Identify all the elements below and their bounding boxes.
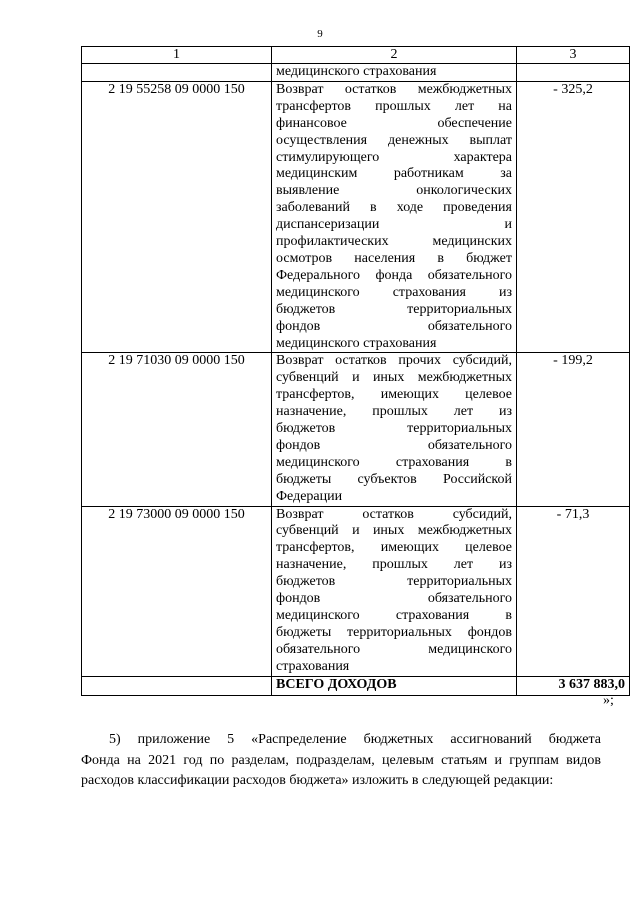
paragraph bbox=[81, 730, 601, 792]
paragraph-line: 5) приложение 5 «Распределение бюджетных ассигнований бюджета bbox=[109, 732, 601, 747]
code-cell: 2 19 55258 09 0000 150 bbox=[82, 81, 272, 353]
description-line: субвенций и иных межбюджетных bbox=[276, 370, 512, 386]
table-row bbox=[82, 506, 630, 676]
description-line: профилактических медицинских bbox=[276, 234, 512, 250]
description-line: медицинского страхования bbox=[276, 64, 437, 79]
description-line: бюджеты территориальных фондов bbox=[276, 624, 512, 640]
description-line: выявление онкологических bbox=[276, 183, 512, 199]
value-cell: - 199,2 bbox=[517, 353, 630, 506]
description-line: бюджетов территориальных bbox=[276, 301, 512, 317]
description-line: трансфертов, имеющих целевое bbox=[276, 540, 512, 556]
column-header: 2 bbox=[272, 47, 517, 64]
column-header: 1 bbox=[82, 47, 272, 64]
description-line: стимулирующего характера bbox=[276, 149, 512, 165]
description-line: медицинского страхования в bbox=[276, 608, 512, 623]
description-line: Возврат остатков межбюджетных bbox=[276, 81, 512, 97]
table-row-continuation bbox=[82, 64, 630, 82]
revenue-table bbox=[81, 46, 630, 696]
description-line: фондов обязательного bbox=[276, 437, 512, 453]
description-cell bbox=[272, 64, 517, 82]
description-line: бюджеты субъектов Российской bbox=[276, 471, 512, 487]
total-label: ВСЕГО ДОХОДОВ bbox=[272, 676, 517, 695]
value-cell: - 71,3 bbox=[517, 506, 630, 676]
description-line: назначение, прошлых лет из bbox=[276, 557, 512, 573]
description-line: страхования bbox=[276, 658, 350, 674]
description-line: Федерации bbox=[276, 488, 343, 504]
description-line: медицинского страхования из bbox=[276, 284, 512, 300]
description-line: медицинским работникам за bbox=[276, 166, 512, 182]
total-value: 3 637 883,0 bbox=[517, 676, 630, 695]
value-cell: - 325,2 bbox=[517, 81, 630, 353]
description-line: фондов обязательного bbox=[276, 591, 512, 607]
column-header: 3 bbox=[517, 47, 630, 64]
closing-mark: »; bbox=[603, 693, 614, 708]
code-cell: 2 19 71030 09 0000 150 bbox=[82, 353, 272, 506]
description-line: субвенций и иных межбюджетных bbox=[276, 523, 512, 539]
table-header-row bbox=[82, 47, 630, 64]
description-line: бюджетов территориальных bbox=[276, 421, 512, 437]
description-line: заболеваний в ходе проведения bbox=[276, 200, 512, 216]
description-line: Федерального фонда обязательного bbox=[276, 267, 512, 283]
page-number: 9 bbox=[317, 28, 323, 40]
description-cell bbox=[272, 81, 517, 353]
description-cell bbox=[272, 506, 517, 676]
description-cell bbox=[272, 353, 517, 506]
description-line: трансфертов, имеющих целевое bbox=[276, 387, 512, 403]
description-line: осуществления денежных выплат bbox=[276, 132, 512, 148]
description-line: Возврат остатков прочих субсидий, bbox=[276, 353, 512, 369]
description-line: фондов обязательного bbox=[276, 318, 512, 334]
description-line: бюджетов территориальных bbox=[276, 574, 512, 590]
description-line: трансфертов прошлых лет на bbox=[276, 98, 512, 114]
table-row bbox=[82, 81, 630, 353]
description-line: назначение, прошлых лет из bbox=[276, 404, 512, 420]
paragraph-line: Фонда на 2021 год по разделам, подразделам, целевым статьям и группам видов bbox=[81, 752, 601, 768]
table-row bbox=[82, 353, 630, 506]
description-line: медицинского страхования bbox=[276, 335, 437, 351]
description-line: Возврат остатков субсидий, bbox=[276, 506, 512, 522]
description-line: финансовое обеспечение bbox=[276, 115, 512, 131]
description-line: обязательного медицинского bbox=[276, 641, 512, 657]
paragraph-line: расходов классификации расходов бюджета» изложить в следующей редакции: bbox=[81, 773, 554, 788]
total-row bbox=[82, 676, 630, 695]
description-line: осмотров населения в бюджет bbox=[276, 250, 512, 266]
description-line: диспансеризации и bbox=[276, 217, 512, 233]
description-line: медицинского страхования в bbox=[276, 454, 512, 470]
code-cell: 2 19 73000 09 0000 150 bbox=[82, 506, 272, 676]
